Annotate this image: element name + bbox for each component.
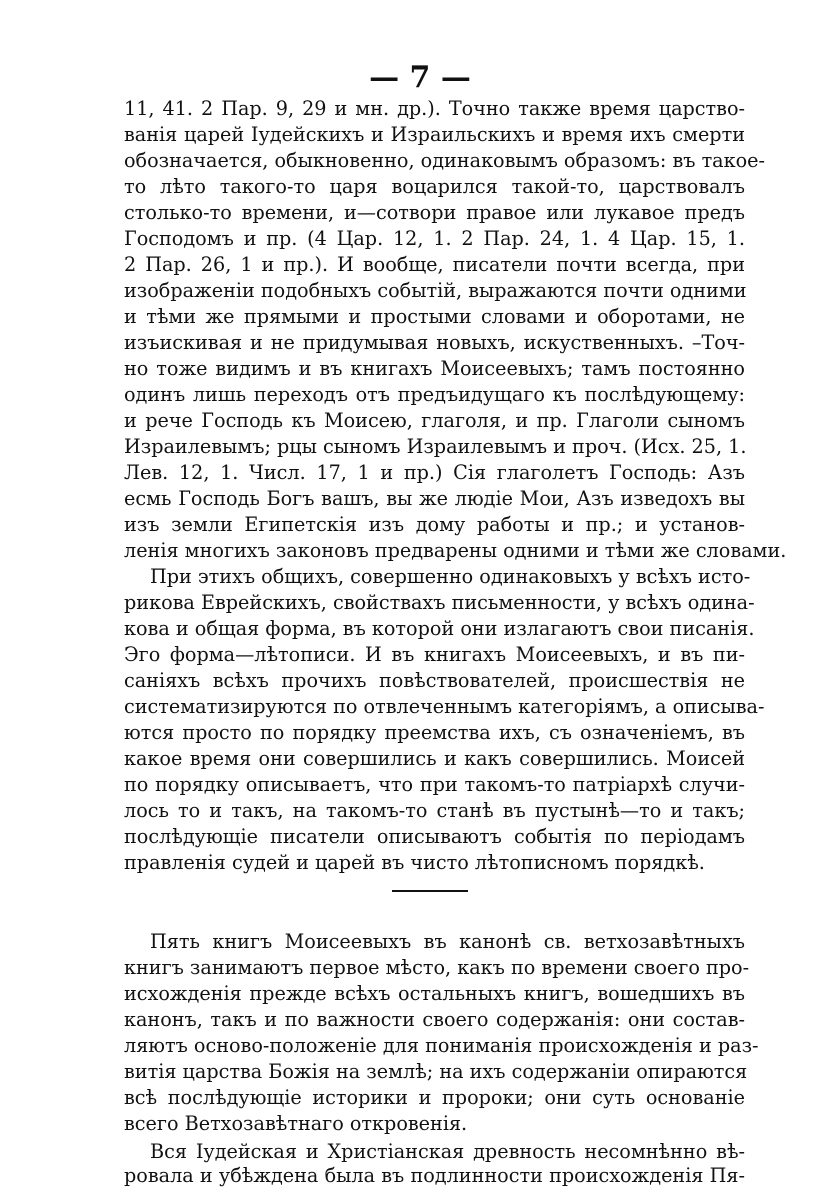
- text-line: Пять книгъ Моисеевыхъ въ канонѣ св. ветхозавѣтныхъ: [150, 930, 745, 953]
- section-divider: [392, 890, 468, 892]
- text-line: исхожденія прежде всѣхъ остальныхъ книгъ, вошедшихъ въ: [124, 982, 745, 1005]
- text-line: по порядку описываетъ, что при такомъ-то патріархѣ случи-: [124, 773, 745, 796]
- text-line: ются просто по порядку преемства ихъ, съ означеніемъ, въ: [124, 721, 745, 744]
- text-line: столько-то времени, и—сотвори правое или лукавое предъ: [124, 201, 745, 224]
- text-line: всѣ послѣдующіе историки и пророки; они суть основаніе: [124, 1086, 745, 1109]
- text-line: и тѣми же прямыми и простыми словами и оборотами, не: [124, 305, 745, 328]
- text-line: ляютъ осново-положеніе для пониманія происхожденія и раз-: [124, 1034, 759, 1057]
- text-line: то лѣто такого-то царя воцарился такой-то, царствовалъ: [124, 175, 745, 198]
- text-line: всего Ветхозавѣтнаго откровенія.: [124, 1112, 468, 1135]
- text-line: канонъ, такъ и по важности своего содержанія: они состав-: [124, 1008, 745, 1031]
- text-line: Вся Іудейская и Христіанская древность несомнѣнно вѣ-: [150, 1140, 745, 1163]
- text-line: Господомъ и пр. (4 Цар. 12, 1. 2 Пар. 24, 1. 4 Цар. 15, 1.: [124, 227, 745, 250]
- text-line: При этихъ общихъ, совершенно одинаковыхъ у всѣхъ исто-: [150, 565, 751, 588]
- text-line: правленія судей и царей въ чисто лѣтописномъ порядкѣ.: [124, 851, 705, 874]
- text-line: какое время они совершились и какъ совершились. Моисей: [124, 747, 745, 770]
- text-line: кова и общая форма, въ которой они излагаютъ свои писанія.: [124, 617, 755, 640]
- text-line: лось то и такъ, на такомъ-то станѣ въ пустынѣ—то и такъ;: [124, 799, 745, 822]
- text-line: ленія многихъ законовъ предварены одними и тѣми же словами.: [124, 539, 787, 562]
- text-line: изъискивая и не придумывая новыхъ, искуственныхъ. –Точ-: [124, 331, 745, 354]
- text-line: книгъ занимаютъ первое мѣсто, какъ по времени своего про-: [124, 956, 750, 979]
- text-line: Лев. 12, 1. Числ. 17, 1 и пр.) Сія глаголетъ Господь: Азъ: [124, 461, 745, 484]
- text-line: но тоже видимъ и въ книгахъ Моисеевыхъ; тамъ постоянно: [124, 357, 745, 380]
- text-line: Израилевымъ; рцы сыномъ Израилевымъ и проч. (Исх. 25, 1.: [124, 435, 747, 458]
- text-line: и рече Господь къ Моисею, глаголя, и пр. Глаголи сыномъ: [124, 409, 745, 432]
- text-line: систематизируются по отвлеченнымъ категоріямъ, а описыва-: [124, 695, 765, 718]
- text-line: послѣдующіе писатели описываютъ событія по періодамъ: [124, 825, 745, 848]
- text-line: ровала и убѣждена была въ подлинности происхожденія Пя-: [124, 1164, 745, 1187]
- text-line: есмь Господь Богъ вашъ, вы же людіе Мои, Азъ изведохъ вы: [124, 487, 745, 510]
- text-line: ванія царей Іудейскихъ и Израильскихъ и время ихъ смерти: [124, 123, 745, 146]
- text-line: одинъ лишь переходъ отъ предъидущаго къ послѣдующему:: [124, 383, 745, 406]
- text-line: обозначается, обыкновенно, одинаковымъ образомъ: въ такое-: [124, 149, 766, 172]
- text-line: изъ земли Египетскія изъ дому работы и пр.; и установ-: [124, 513, 745, 536]
- text-line: саніяхъ всѣхъ прочихъ повѣствователей, происшествія не: [124, 669, 745, 692]
- text-line: изображеніи подобныхъ событій, выражаются почти одними: [124, 279, 747, 302]
- text-line: 2 Пар. 26, 1 и пр.). И вообще, писатели почти всегда, при: [124, 253, 745, 276]
- text-line: рикова Еврейскихъ, свойствахъ письменности, у всѣхъ одина-: [124, 591, 755, 614]
- text-line: витія царства Божія на землѣ; на ихъ содержаніи опираются: [124, 1060, 748, 1083]
- text-line: Эго форма—лѣтописи. И въ книгахъ Моисеевыхъ, и въ пи-: [124, 643, 745, 666]
- page-number: — 7 —: [369, 60, 471, 95]
- text-line: 11, 41. 2 Пар. 9, 29 и мн. др.). Точно также время царство-: [124, 97, 745, 120]
